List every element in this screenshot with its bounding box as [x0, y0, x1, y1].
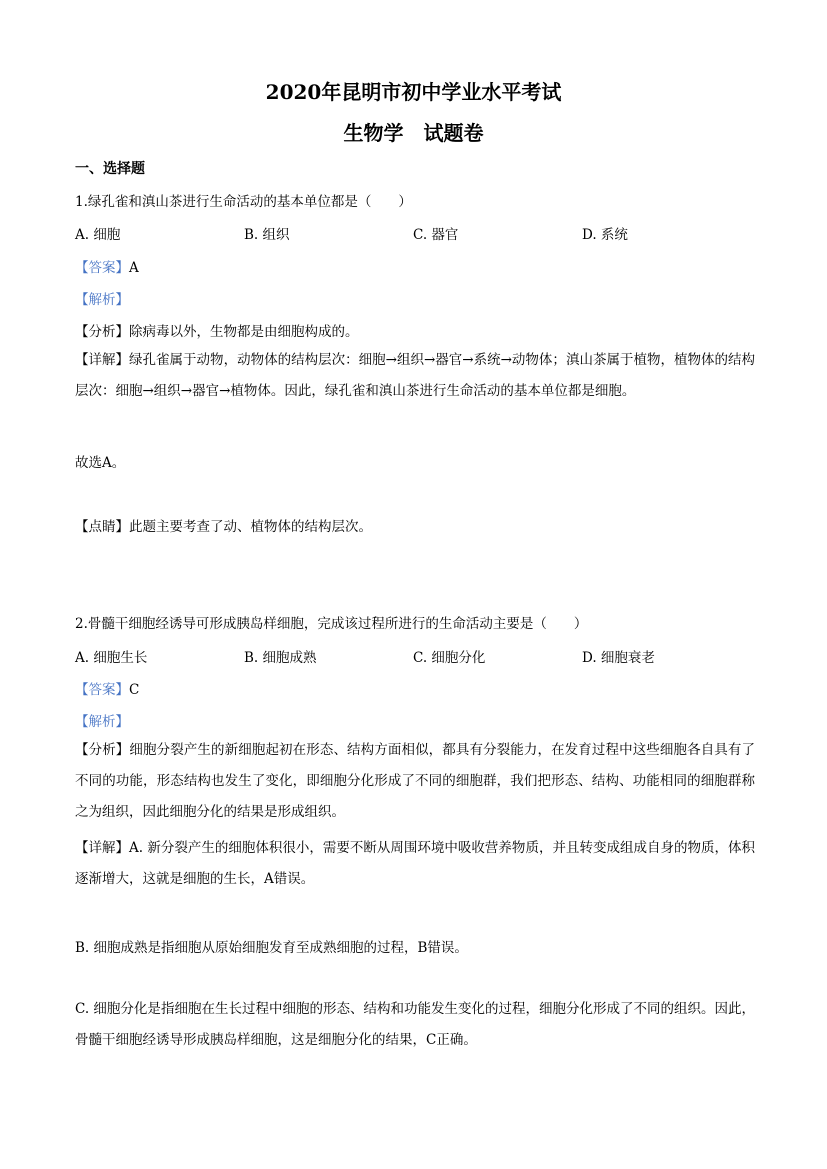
q2-fenxi-text: 细胞分裂产生的新细胞起初在形态、结构方面相似，都具有分裂能力，在发育过程中这些细胞各自具有了不同的功能，形态结构也发生了变化，即细胞分化形成了不同的细胞群，我们把形态、结构、功能相同的细胞群称之为组织，因此细胞分化的结果是形成组织。	[75, 742, 756, 820]
q2-analysis-label: 【解析】	[75, 714, 129, 730]
q2-answer-label: 【答案】	[75, 682, 129, 698]
q1-analysis-label: 【解析】	[75, 292, 129, 308]
q2-answer-value: C	[129, 682, 140, 698]
q2-xiangjie-label: 【详解】	[75, 840, 130, 856]
q2-option-d: D. 细胞衰老	[582, 650, 655, 666]
q1-option-a: A. 细胞	[75, 227, 121, 243]
q1-choice: 故选A。	[75, 455, 126, 471]
q2-xiangjie	[75, 833, 755, 895]
q2-option-b: B. 细胞成熟	[244, 650, 317, 666]
q1-dianjing	[75, 515, 372, 535]
q2-answer	[75, 678, 139, 698]
q2-option-c-explanation: C. 细胞分化是指细胞在生长过程中细胞的形态、结构和功能发生变化的过程，细胞分化形成了不同的组织。因此，骨髓干细胞经诱导形成胰岛样细胞，这是细胞分化的结果，C正确。	[75, 1001, 755, 1048]
section-heading: 一、选择题	[75, 161, 145, 177]
exam-title: 2020年昆明市初中学业水平考试	[265, 80, 562, 104]
q1-xiangjie	[75, 345, 755, 407]
q1-dianjing-text: 此题主要考查了动、植物体的结构层次。	[129, 519, 372, 535]
q2-stem: 2.骨髓干细胞经诱导可形成胰岛样细胞，完成该过程所进行的生命活动主要是（ ）	[75, 616, 588, 632]
q1-fenxi-label: 【分析】	[75, 324, 129, 340]
q1-answer-value: A	[129, 260, 139, 276]
q1-answer	[75, 256, 139, 276]
q1-dianjing-label: 【点睛】	[75, 519, 129, 535]
q1-xiangjie-label: 【详解】	[75, 352, 130, 368]
q1-option-b: B. 组织	[244, 227, 290, 243]
q1-stem: 1.绿孔雀和滇山茶进行生命活动的基本单位都是（ ）	[75, 194, 412, 210]
q2-option-b-explanation: B. 细胞成熟是指细胞从原始细胞发育至成熟细胞的过程，B错误。	[75, 940, 468, 956]
exam-subtitle: 生物学 试题卷	[343, 121, 484, 145]
q2-option-c: C. 细胞分化	[413, 650, 486, 666]
q2-option-a: A. 细胞生长	[75, 650, 148, 666]
q2-fenxi-label: 【分析】	[75, 742, 130, 758]
q2-xiangjie-text: A. 新分裂产生的细胞体积很小，需要不断从周围环境中吸收营养物质，并且转变成组成自身的物质，体积逐渐增大，这就是细胞的生长，A错误。	[75, 840, 755, 887]
q1-option-d: D. 系统	[582, 227, 628, 243]
q2-fenxi	[75, 735, 755, 828]
q1-xiangjie-text: 绿孔雀属于动物，动物体的结构层次：细胞→组织→器官→系统→动物体；滇山茶属于植物，植物体的结构层次：细胞→组织→器官→植物体。因此，绿孔雀和滇山茶进行生命活动的基本单位都是细胞。	[75, 352, 756, 399]
q1-answer-label: 【答案】	[75, 260, 129, 276]
q1-fenxi	[75, 320, 359, 340]
q1-fenxi-text: 除病毒以外，生物都是由细胞构成的。	[129, 324, 359, 340]
q1-option-c: C. 器官	[413, 227, 459, 243]
